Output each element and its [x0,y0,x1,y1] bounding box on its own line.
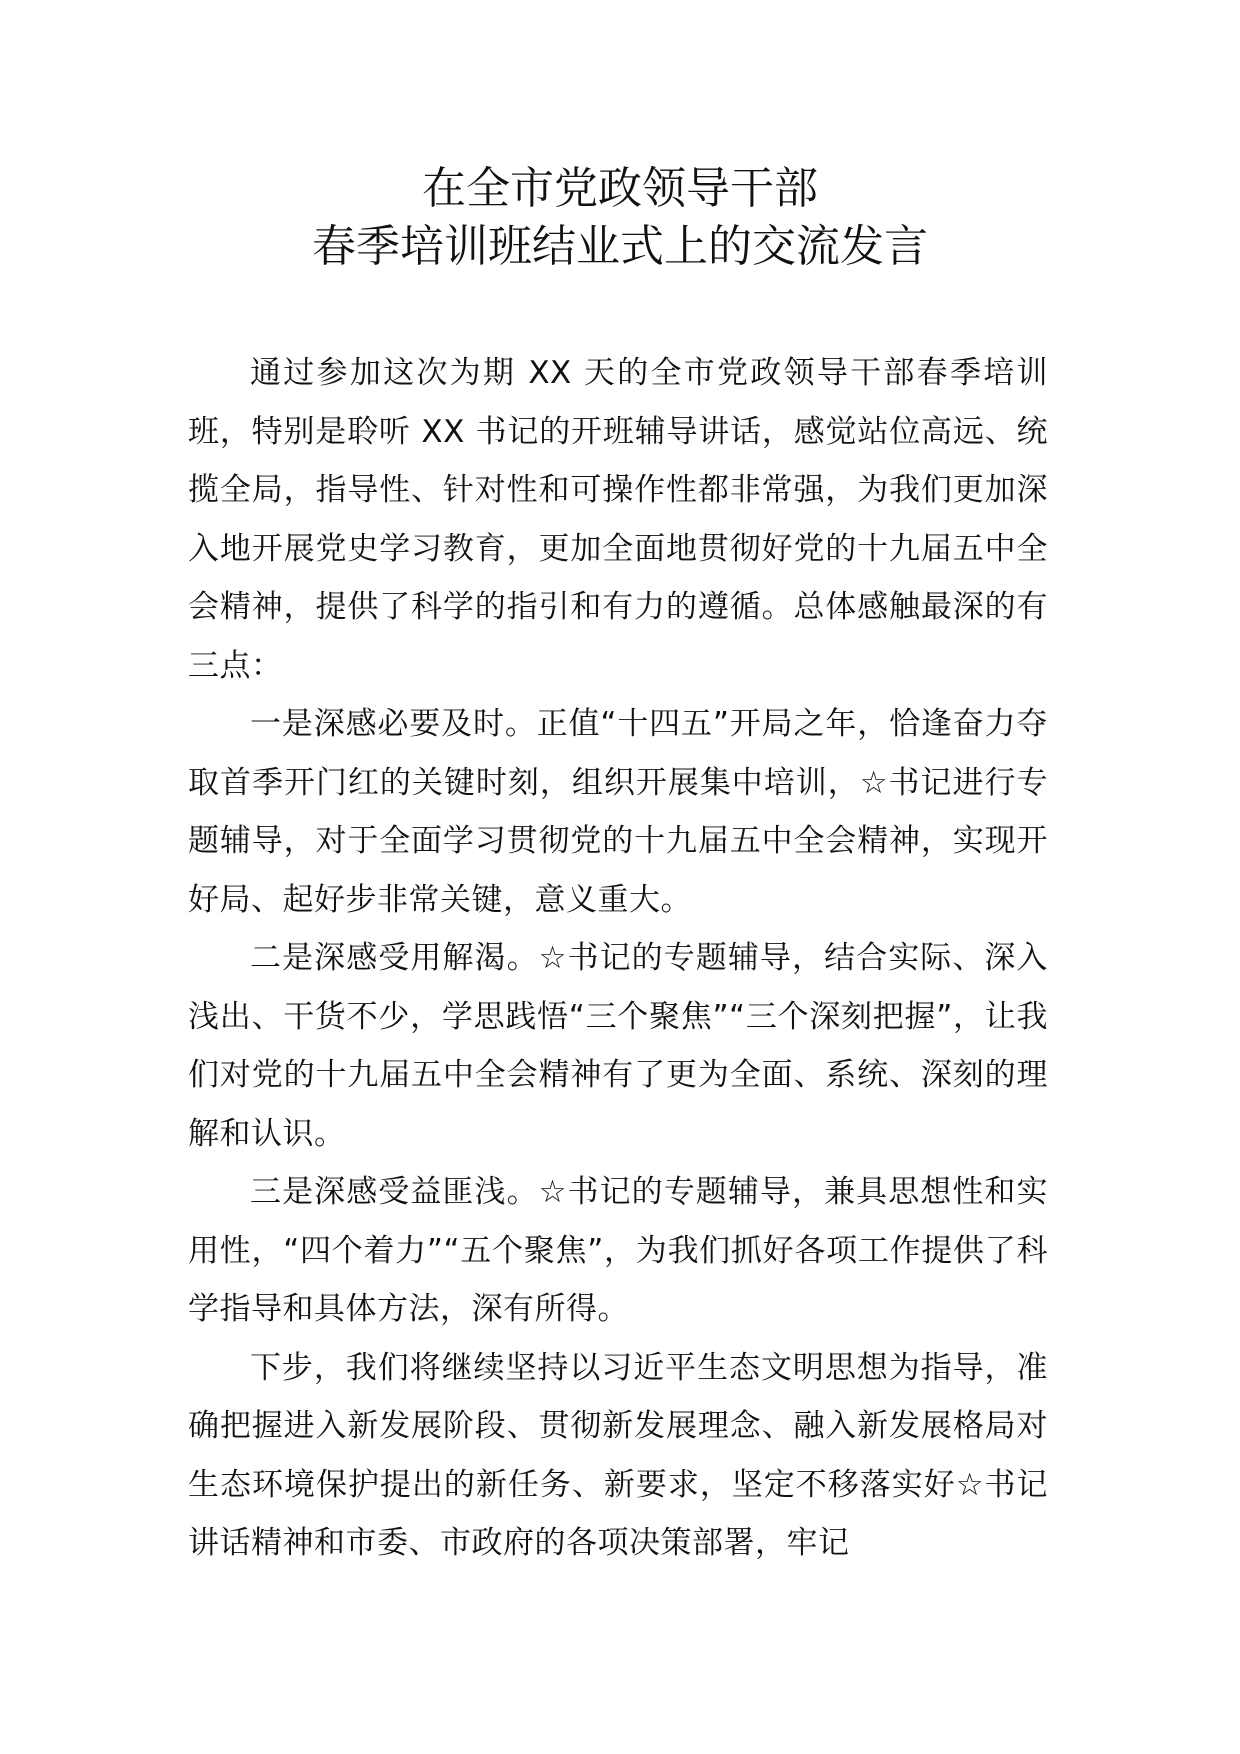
paragraph-point-one: 一是深感必要及时。正值“十四五”开局之年，恰逢奋力夺取首季开门红的关键时刻，组织开展集中培训，☆书记进行专题辅导，对于全面学习贯彻党的十九届五中全会精神，实现开好局、起好步非常关键，意义重大。 [188,706,1048,918]
document-title [0,160,1240,276]
paragraph-next-steps: 下步，我们将继续坚持以习近平生态文明思想为指导，准确把握进入新发展阶段、贯彻新发展理念、融入新发展格局对生态环境保护提出的新任务、新要求，坚定不移落实好☆书记讲话精神和市委、市政府的各项决策部署，牢记 [188,1349,1048,1561]
paragraph-point-two: 二是深感受用解渴。☆书记的专题辅导，结合实际、深入浅出、干货不少，学思践悟“三个聚焦”“三个深刻把握”，让我们对党的十九届五中全会精神有了更为全面、系统、深刻的理解和认识。 [188,940,1048,1152]
title-line-2: 春季培训班结业式上的交流发言 [312,221,928,272]
paragraph-point-three: 三是深感受益匪浅。☆书记的专题辅导，兼具思想性和实用性，“四个着力”“五个聚焦”，为我们抓好各项工作提供了科学指导和具体方法，深有所得。 [188,1174,1048,1327]
title-line-1: 在全市党政领导干部 [422,163,818,214]
paragraph-intro: 通过参加这次为期 XX 天的全市党政领导干部春季培训班，特别是聆听 XX 书记的开班辅导讲话，感觉站位高远、统揽全局，指导性、针对性和可操作性都非常强，为我们更加深入地开展党史学习教育，更加全面地贯彻好党的十九届五中全会精神，提供了科学的指引和有力的遵循。总体感触最深的有三点： [188,355,1048,684]
document-body [188,344,1048,1573]
